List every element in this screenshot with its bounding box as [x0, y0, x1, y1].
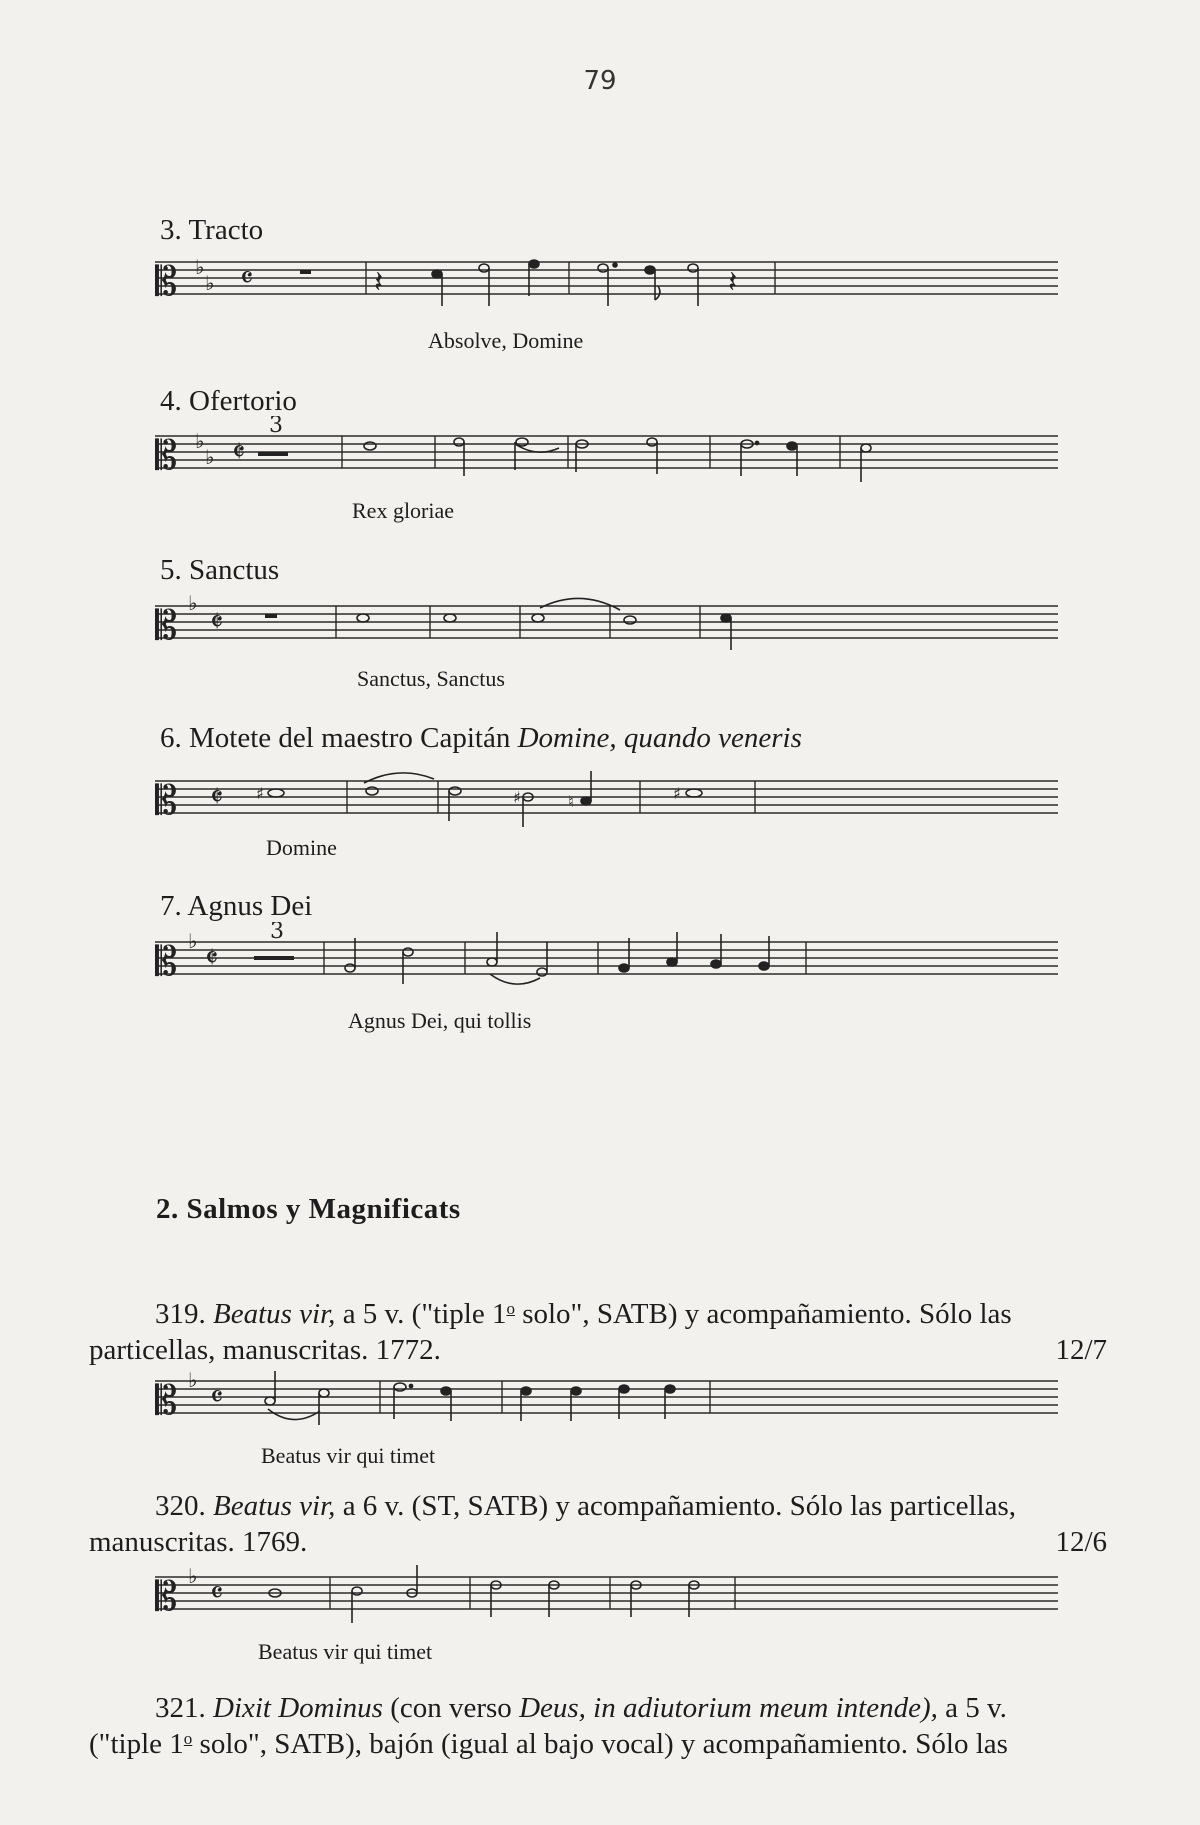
svg-text:𝄽: 𝄽	[728, 265, 738, 300]
svg-text:♯: ♯	[673, 784, 681, 803]
svg-text:3: 3	[269, 416, 283, 438]
heading-text: Sanctus	[189, 554, 280, 586]
heading-number: 5.	[160, 554, 189, 586]
heading-text: Motete del maestro Capitán	[189, 722, 518, 754]
svg-text:𝄡: 𝄡	[155, 1378, 178, 1424]
section-title: 2. Salmos y Magnificats	[156, 1193, 461, 1225]
music-staff-motete	[150, 757, 1070, 847]
entry-title: Beatus vir,	[213, 1298, 336, 1330]
svg-text:𝄵: 𝄵	[232, 435, 246, 470]
entry-line-2	[89, 1332, 1109, 1368]
lyric-agnus-dei: Agnus Dei, qui tollis	[348, 1008, 532, 1033]
ordinal-superscript: o	[506, 1299, 515, 1318]
heading-number: 3.	[160, 214, 189, 246]
svg-text:𝄡: 𝄡	[155, 433, 178, 479]
svg-text:3: 3	[270, 922, 284, 944]
music-staff-tracto	[150, 248, 1070, 338]
svg-text:𝄴: 𝄴	[210, 1380, 224, 1415]
svg-text:𝄡: 𝄡	[155, 939, 178, 985]
svg-text:♭: ♭	[205, 271, 215, 295]
example-heading-ofertorio	[160, 384, 297, 418]
svg-text:𝄡: 𝄡	[155, 603, 178, 649]
music-staff-sanctus	[150, 588, 1070, 678]
lyric-319: Beatus vir qui timet	[261, 1443, 436, 1468]
entry-text: a 6 v. (ST, SATB) y acompañamiento. Sólo las particellas,	[335, 1490, 1016, 1522]
lyric-sanctus: Sanctus, Sanctus	[357, 666, 505, 691]
lyric-320: Beatus vir qui timet	[258, 1639, 433, 1664]
music-staff-320	[150, 1565, 1070, 1645]
example-heading-sanctus	[160, 553, 279, 587]
heading-number: 7.	[160, 890, 188, 922]
svg-text:♭: ♭	[205, 445, 215, 469]
entry-line-2	[89, 1524, 1109, 1560]
entry-title: Dixit Dominus	[213, 1692, 383, 1724]
svg-text:𝄴: 𝄴	[210, 1576, 224, 1611]
svg-text:♭: ♭	[195, 429, 205, 453]
svg-text:♯: ♯	[256, 784, 264, 803]
lyric-motete: Domine	[266, 835, 337, 860]
svg-text:♭: ♭	[188, 591, 198, 615]
entry-number: 320.	[155, 1490, 213, 1522]
entry-line-1	[89, 1488, 1109, 1524]
svg-text:𝄵: 𝄵	[205, 941, 219, 976]
entry-line-1	[89, 1690, 1109, 1726]
catalog-entry-319	[89, 1296, 1109, 1368]
lyric-ofertorio: Rex gloriae	[352, 498, 455, 523]
svg-text:𝄡: 𝄡	[155, 778, 178, 824]
svg-text:𝄴: 𝄴	[240, 261, 254, 296]
heading-text: Agnus Dei	[187, 890, 313, 922]
music-staff-319	[150, 1369, 1070, 1449]
svg-text:𝄡: 𝄡	[155, 1574, 178, 1620]
page-number: 79	[583, 66, 617, 96]
entry-subtitle: Deus, in adiutorium meum intende),	[519, 1692, 938, 1724]
entry-text: (con verso	[382, 1692, 520, 1724]
svg-text:𝄽: 𝄽	[374, 265, 384, 300]
entry-text: solo", SATB) y acompañamiento. Sólo las	[514, 1298, 1012, 1330]
ordinal-superscript: o	[183, 1729, 193, 1748]
catalog-entry-320	[89, 1488, 1109, 1560]
svg-text:♭: ♭	[195, 255, 205, 279]
svg-text:𝄵: 𝄵	[210, 605, 224, 640]
heading-text: Tracto	[188, 214, 264, 246]
entry-text: solo", SATB), bajón (igual al bajo vocal) y acompañamiento. Sólo las	[192, 1728, 1008, 1760]
example-heading-motete	[160, 721, 802, 755]
entry-line-2	[89, 1726, 1109, 1762]
entry-number: 319.	[155, 1298, 213, 1330]
svg-text:♭: ♭	[188, 1369, 198, 1392]
lyric-tracto: Absolve, Domine	[428, 328, 584, 353]
entry-text: a 5 v.	[937, 1692, 1007, 1724]
svg-text:♮: ♮	[568, 792, 574, 811]
catalog-reference: 12/6	[1055, 1526, 1107, 1558]
svg-text:𝄵: 𝄵	[210, 780, 224, 815]
svg-text:♯: ♯	[513, 788, 521, 807]
music-staff-ofertorio	[150, 416, 1070, 506]
music-staff-agnus-dei	[150, 922, 1070, 1012]
heading-work-title: Domine, quando veneris	[517, 722, 802, 754]
entry-text: particellas, manuscritas. 1772.	[89, 1334, 441, 1366]
heading-number: 6.	[160, 722, 189, 754]
entry-text: a 5 v. ("tiple 1	[335, 1298, 507, 1330]
heading-text: Ofertorio	[189, 385, 297, 417]
svg-text:𝄡: 𝄡	[155, 259, 178, 305]
svg-text:♭: ♭	[188, 1565, 198, 1588]
catalog-reference: 12/7	[1055, 1334, 1107, 1366]
svg-text:♭: ♭	[188, 929, 198, 953]
example-heading-tracto	[160, 213, 263, 247]
entry-number: 321.	[155, 1692, 213, 1724]
heading-number: 4.	[160, 385, 189, 417]
entry-title: Beatus vir,	[213, 1490, 336, 1522]
entry-text: ("tiple 1	[89, 1728, 184, 1760]
catalog-entry-321	[89, 1690, 1109, 1762]
entry-text: manuscritas. 1769.	[89, 1526, 308, 1558]
entry-line-1	[89, 1296, 1109, 1332]
example-heading-agnus-dei	[160, 889, 312, 923]
